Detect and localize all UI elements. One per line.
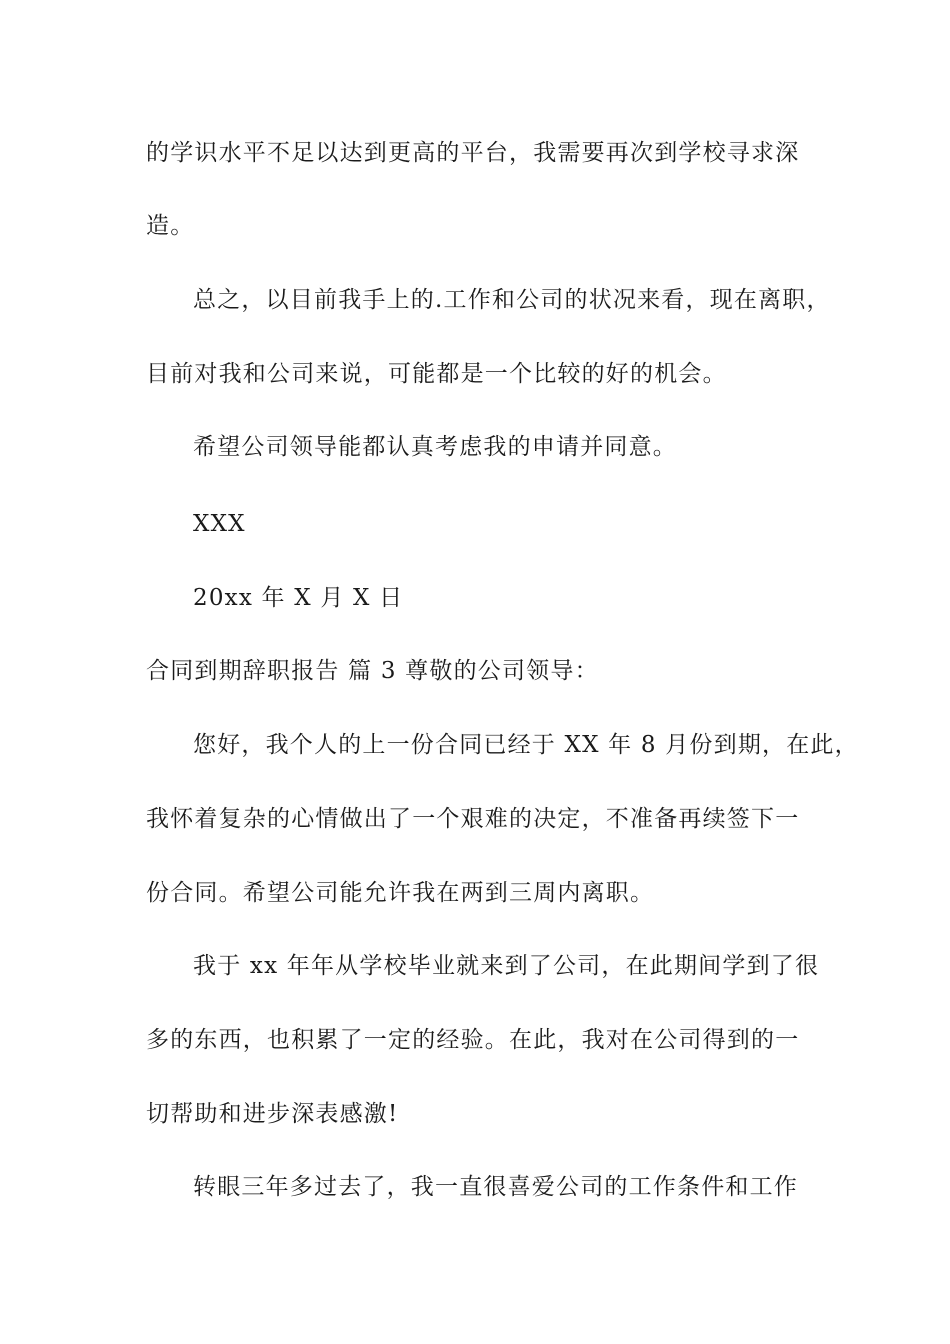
paragraph-line: 多的东西，也积累了一定的经验。在此，我对在公司得到的一 — [146, 1027, 800, 1053]
paragraph-line: 我于 xx 年年从学校毕业就来到了公司，在此期间学到了很 — [193, 953, 820, 979]
paragraph-line: 您好，我个人的上一份合同已经于 XX 年 8 月份到期，在此， — [193, 732, 859, 758]
paragraph-line: 切帮助和进步深表感激! — [146, 1101, 399, 1127]
paragraph-line: 份合同。希望公司能允许我在两到三周内离职。 — [146, 880, 655, 906]
paragraph-line: 总之，以目前我手上的.工作和公司的状况来看，现在离职， — [193, 287, 831, 313]
paragraph-line: 造。 — [146, 213, 195, 239]
paragraph-line: 转眼三年多过去了，我一直很喜爱公司的工作条件和工作 — [193, 1174, 798, 1200]
signature-date: 20xx 年 X 月 X 日 — [193, 585, 404, 611]
paragraph-line: 的学识水平不足以达到更高的平台，我需要再次到学校寻求深 — [146, 140, 800, 166]
section-heading: 合同到期辞职报告 篇 3 尊敬的公司领导： — [146, 658, 599, 684]
paragraph-line: 我怀着复杂的心情做出了一个艰难的决定，不准备再续签下一 — [146, 806, 800, 832]
paragraph-line: 希望公司领导能都认真考虑我的申请并同意。 — [193, 434, 677, 460]
paragraph-line: 目前对我和公司来说，可能都是一个比较的好的机会。 — [146, 361, 727, 387]
signature-name: XXX — [193, 511, 246, 537]
